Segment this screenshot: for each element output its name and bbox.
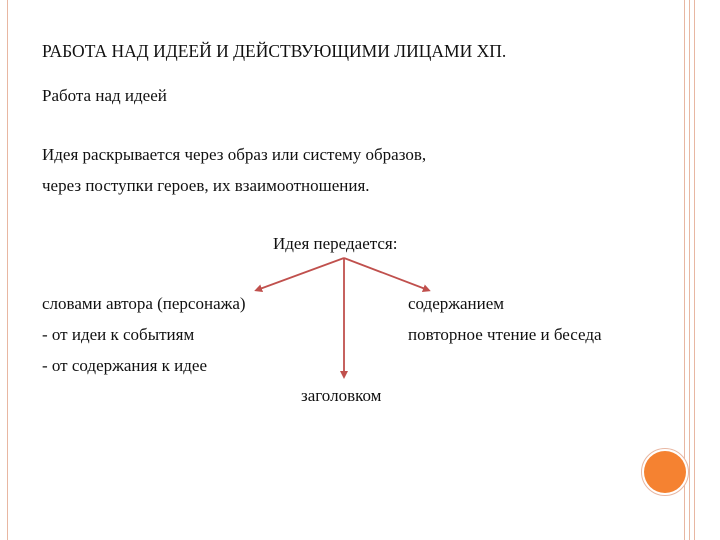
diagram-root: Идея передается: [273,234,398,253]
branch-left-item-1: - от идеи к событиям [42,325,195,344]
body-line-2: через поступки героев, их взаимоотношения. [42,176,370,195]
branch-center-label: заголовком [301,386,382,405]
branch-left-item-2: - от содержания к идее [42,356,208,375]
branch-right-item-1: повторное чтение и беседа [408,325,602,344]
slide-title: РАБОТА НАД ИДЕЕЙ И ДЕЙСТВУЮЩИМИ ЛИЦАМИ ХП. [42,41,507,61]
branch-right-label: содержанием [408,294,505,313]
body-line-1: Идея раскрывается через образ или систему образов, [42,145,427,164]
slide-subtitle: Работа над идеей [42,86,167,105]
arrow-to-right-branch [344,258,428,290]
branch-left-label: словами автора (персонажа) [42,294,246,313]
arrow-to-left-branch [257,258,344,290]
